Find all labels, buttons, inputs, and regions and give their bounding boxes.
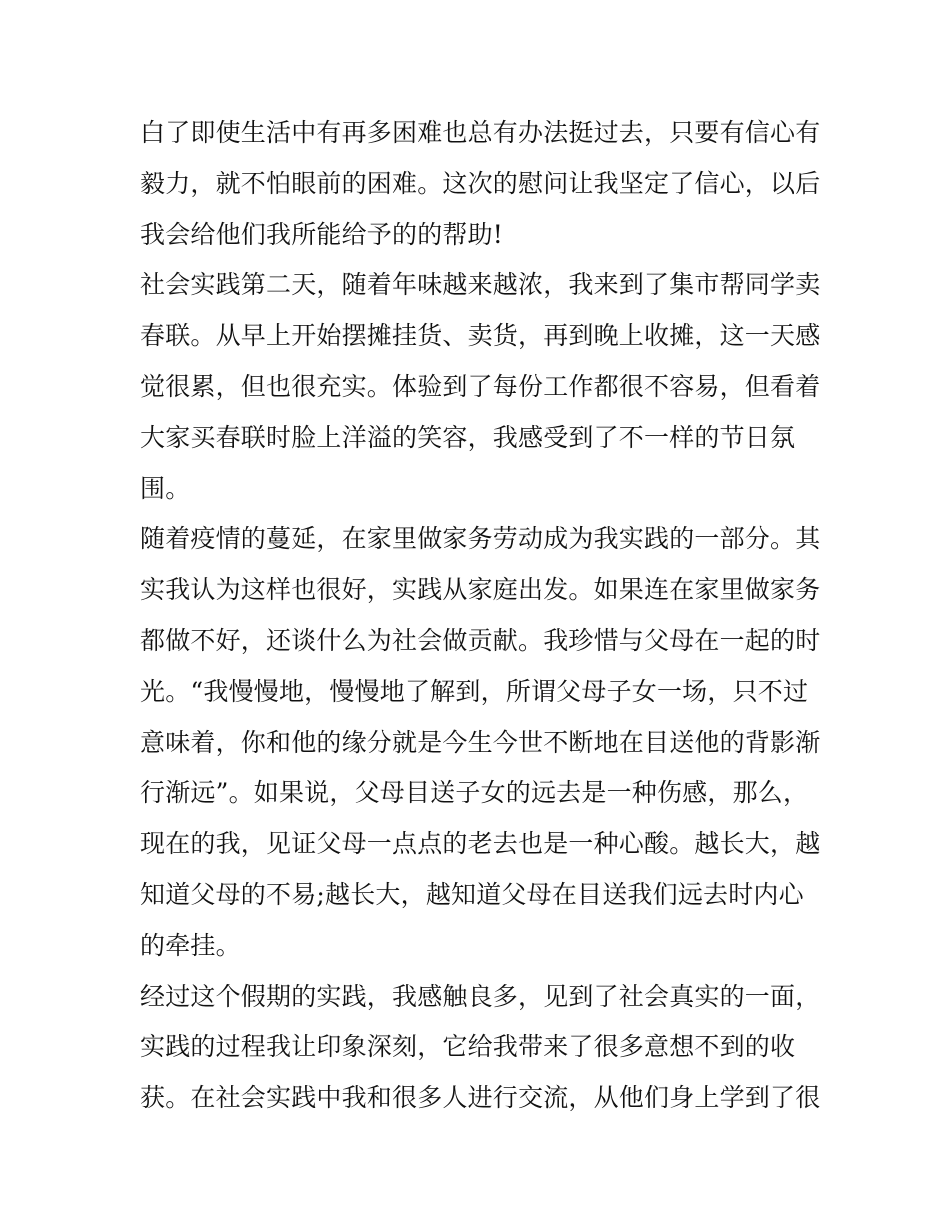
text-line: 觉很累，但也很充实。体验到了每份工作都很不容易，但看着	[140, 371, 821, 401]
text-line: 知道父母的不易;越长大，越知道父母在目送我们远去时内心	[140, 879, 804, 909]
text-line: 现在的我，见证父母一点点的老去也是一种心酸。越长大，越	[140, 829, 821, 859]
text-line: 围。	[140, 473, 191, 503]
text-line: 行渐远”。如果说，父母目送子女的远去是一种伤感，那么，	[140, 778, 809, 808]
text-line: 随着疫情的蔓延，在家里做家务劳动成为我实践的一部分。其	[140, 524, 821, 554]
text-line: 获。在社会实践中我和很多人进行交流，从他们身上学到了很	[140, 1083, 821, 1113]
text-line: 大家买春联时脸上洋溢的笑容，我感受到了不一样的节日氛	[140, 422, 796, 452]
paragraph-1	[140, 108, 820, 260]
text-line: 经过这个假期的实践，我感触良多，见到了社会真实的一面，	[140, 981, 821, 1011]
text-line: 意味着，你和他的缘分就是今生今世不断地在目送他的背影渐	[140, 727, 821, 757]
paragraph-2	[140, 260, 820, 514]
paragraph-3	[140, 514, 820, 971]
text-line: 毅力，就不怕眼前的困难。这次的慰问让我坚定了信心，以后	[140, 168, 821, 198]
text-line: 白了即使生活中有再多困难也总有办法挺过去，只要有信心有	[140, 118, 821, 147]
text-line: 都做不好，还谈什么为社会做贡献。我珍惜与父母在一起的时	[140, 625, 821, 655]
text-line: 光。“我慢慢地，慢慢地了解到，所谓父母子女一场，只不过	[140, 676, 809, 706]
text-line: 的牵挂。	[140, 930, 241, 960]
paragraph-4	[140, 972, 820, 1124]
document-body	[140, 108, 820, 1124]
text-line: 社会实践第二天，随着年味越来越浓，我来到了集市帮同学卖	[140, 270, 821, 300]
text-line: 春联。从早上开始摆摊挂货、卖货，再到晚上收摊，这一天感	[140, 321, 821, 351]
text-line: 实我认为这样也很好，实践从家庭出发。如果连在家里做家务	[140, 575, 821, 605]
text-line: 实践的过程我让印象深刻，它给我带来了很多意想不到的收	[140, 1032, 796, 1062]
text-line: 我会给他们我所能给予的的帮助!	[140, 219, 504, 249]
